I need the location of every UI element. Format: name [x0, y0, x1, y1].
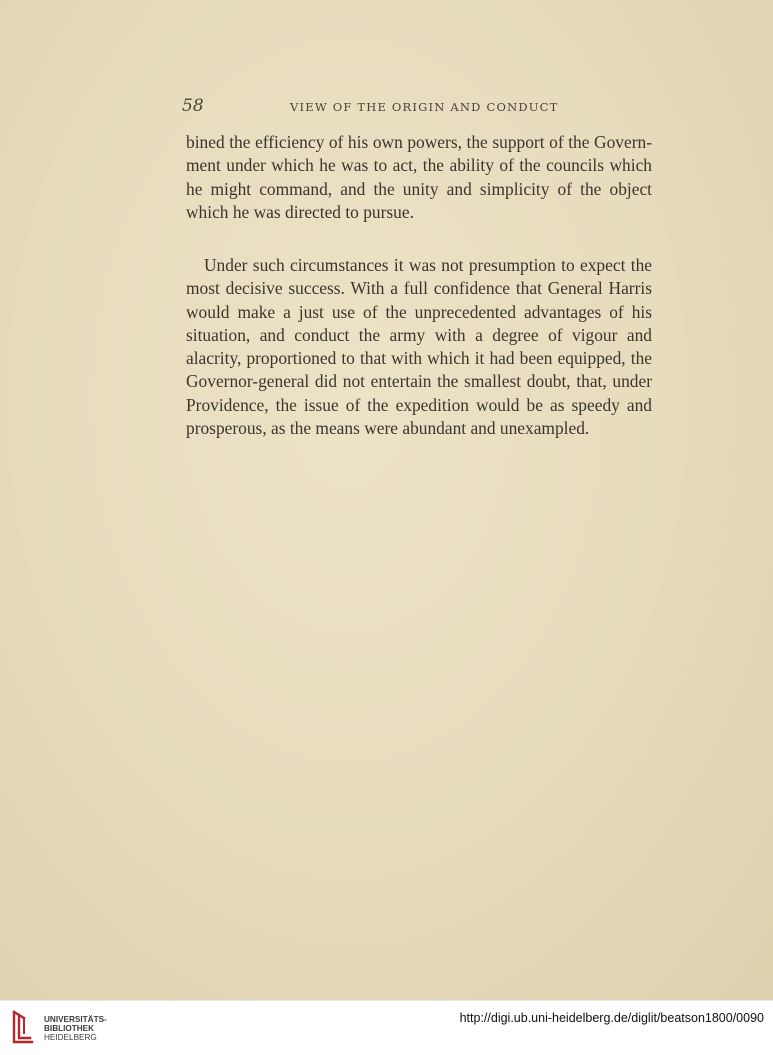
text-line: prosperous, as the means were abundant and unexampled.: [186, 418, 590, 439]
text-line: most decisive success. With a full confidence that General Harris: [186, 278, 652, 299]
text-line: Providence, the issue of the expedition would be as speedy and: [186, 394, 652, 415]
library-name-line: UNIVERSITÄTS-: [44, 1015, 107, 1024]
library-logo-icon: [8, 1008, 38, 1048]
library-name-line: HEIDELBERG: [44, 1033, 97, 1043]
library-name-line: BIBLIOTHEK: [44, 1024, 95, 1034]
viewer-footer: [0, 1000, 773, 1055]
text-line: Under such circumstances it was not presumption to expect the: [204, 255, 652, 275]
library-name: [44, 1015, 107, 1043]
paragraph-2: [186, 254, 652, 440]
page-header: [182, 96, 567, 122]
text-line: would make a just use of the unprecedented advantages of his: [186, 301, 652, 322]
text-line: alacrity, proportioned to that with which it had been equipped, the: [186, 348, 652, 369]
page-number: 58: [182, 96, 204, 116]
text-line: ment under which he was to act, the ability of the councils which: [186, 155, 652, 176]
text-line: which he was directed to pursue.: [186, 201, 414, 222]
text-line: bined the efficiency of his own powers, the support of the Govern-: [186, 132, 652, 152]
running-head: VIEW OF THE ORIGIN AND CONDUCT: [290, 100, 559, 114]
paragraph-1: [186, 131, 652, 224]
text-line: Governor-general did not entertain the smallest doubt, that, under: [186, 371, 652, 392]
text-line: situation, and conduct the army with a degree of vigour and: [186, 324, 652, 345]
text-line: he might command, and the unity and simplicity of the object: [186, 178, 652, 199]
permalink-url[interactable]: http://digi.ub.uni-heidelberg.de/diglit/beatson1800/0090: [459, 1011, 764, 1025]
